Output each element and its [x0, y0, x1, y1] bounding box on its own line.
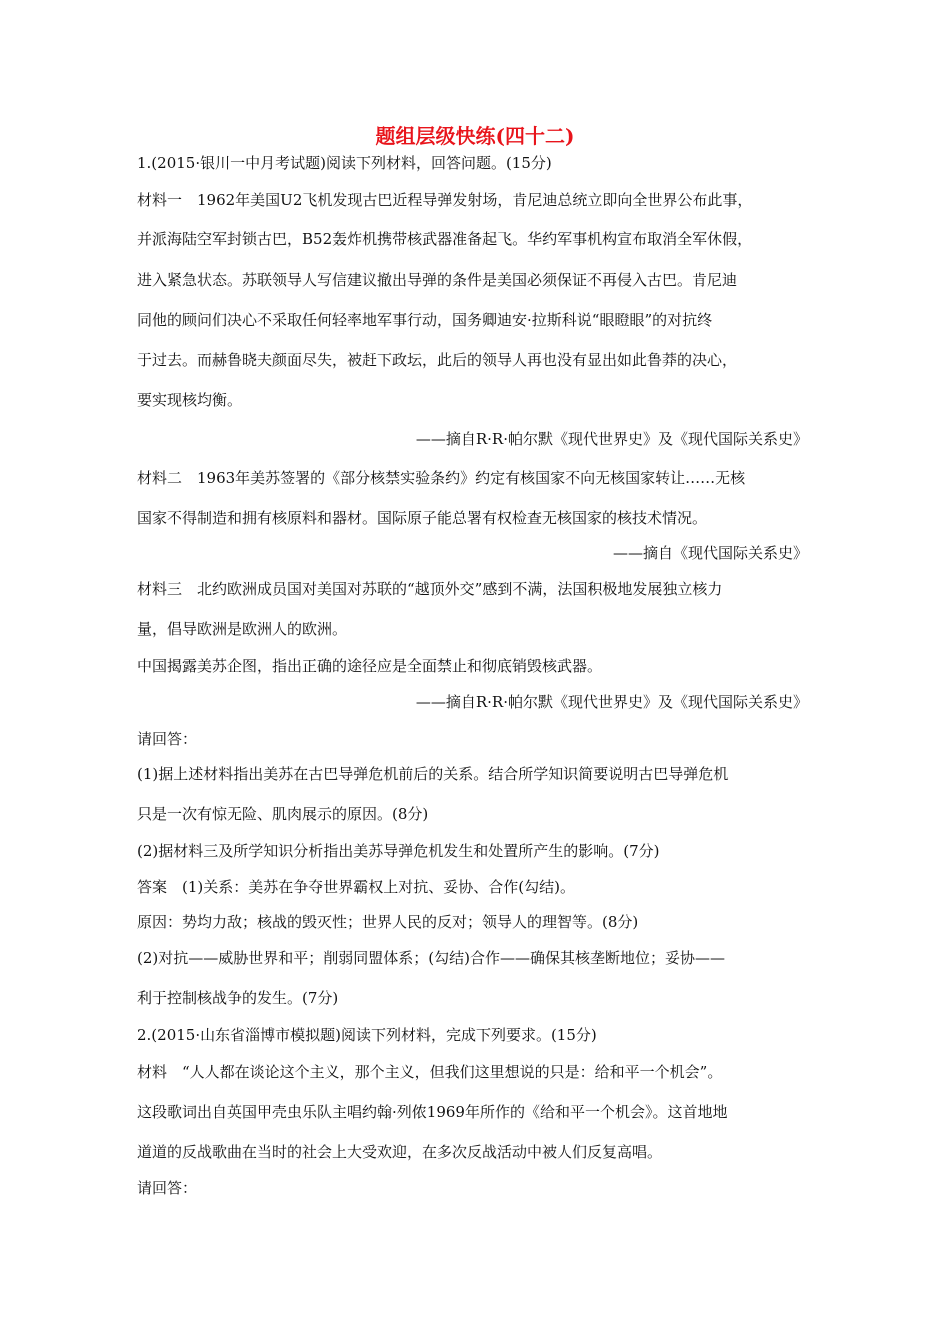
material-2-line: 国家不得制造和拥有核原料和器材。国际原子能总署有权检查无核国家的核技术情况。 — [137, 509, 708, 527]
material-1-line: 要实现核均衡。 — [137, 391, 243, 409]
material-2-line: 材料二 1963年美苏签署的《部分核禁实验条约》约定有核国家不向无核国家转让……无核 — [137, 469, 746, 487]
answer-line: (2)对抗——威胁世界和平；削弱同盟体系；(勾结)合作——确保其核垄断地位；妥协—— — [137, 949, 725, 967]
answer-line: 原因：势均力敌；核战的毁灭性；世界人民的反对；领导人的理智等。(8分) — [137, 913, 639, 931]
source-citation: ——摘自《现代国际关系史》 — [612, 544, 808, 562]
question-line: (2)据材料三及所学知识分析指出美苏导弹危机发生和处置所产生的影响。(7分) — [137, 842, 660, 860]
material-1-line: 进入紧急状态。苏联领导人写信建议撤出导弹的条件是美国必须保证不再侵入古巴。肯尼迪 — [137, 271, 738, 289]
material-line: 材料 “人人都在谈论这个主义，那个主义，但我们这里想说的只是：给和平一个机会”。 — [137, 1063, 723, 1081]
material-3-line: 量，倡导欧洲是欧洲人的欧洲。 — [137, 620, 348, 638]
material-line: 这段歌词出自英国甲壳虫乐队主唱约翰·列侬1969年所作的《给和平一个机会》。这首地地 — [137, 1103, 728, 1121]
material-1-line: 并派海陆空军封锁古巴，B52轰炸机携带核武器准备起飞。华约军事机构宣布取消全军休假， — [137, 230, 753, 248]
prompt-label: 请回答： — [137, 730, 198, 748]
answer-line: 利于控制核战争的发生。(7分) — [137, 989, 339, 1007]
material-1-line: 同他的顾问们决心不采取任何轻率地军事行动，国务卿迪安·拉斯科说“眼瞪眼”的对抗终 — [137, 311, 713, 329]
question-2-header: 2.(2015·山东省淄博市模拟题)阅读下列材料，完成下列要求。(15分) — [137, 1026, 597, 1044]
question-line: 只是一次有惊无险、肌肉展示的原因。(8分) — [137, 805, 429, 823]
question-line: (1)据上述材料指出美苏在古巴导弹危机前后的关系。结合所学知识简要说明古巴导弹危机 — [137, 765, 729, 783]
source-citation: ——摘自R·R·帕尔默《现代世界史》及《现代国际关系史》 — [415, 430, 808, 448]
question-1-header: 1.(2015·银川一中月考试题)阅读下列材料，回答问题。(15分) — [137, 154, 552, 172]
prompt-label: 请回答： — [137, 1179, 198, 1197]
answer-line: 答案 (1)关系：美苏在争夺世界霸权上对抗、妥协、合作(勾结)。 — [137, 878, 575, 896]
source-citation: ——摘自R·R·帕尔默《现代世界史》及《现代国际关系史》 — [415, 693, 808, 711]
material-3-line: 中国揭露美苏企图，指出正确的途径应是全面禁止和彻底销毁核武器。 — [137, 657, 603, 675]
material-1-line: 于过去。而赫鲁晓夫颜面尽失，被赶下政坛，此后的领导人再也没有显出如此鲁莽的决心， — [137, 351, 738, 369]
material-line: 道道的反战歌曲在当时的社会上大受欢迎，在多次反战活动中被人们反复高唱。 — [137, 1143, 663, 1161]
page-title: 题组层级快练(四十二) — [375, 124, 575, 148]
material-3-line: 材料三 北约欧洲成员国对美国对苏联的“越顶外交”感到不满，法国积极地发展独立核力 — [137, 580, 723, 598]
material-1-line: 材料一 1962年美国U2飞机发现古巴近程导弹发射场，肯尼迪总统立即向全世界公布此事， — [137, 191, 753, 209]
